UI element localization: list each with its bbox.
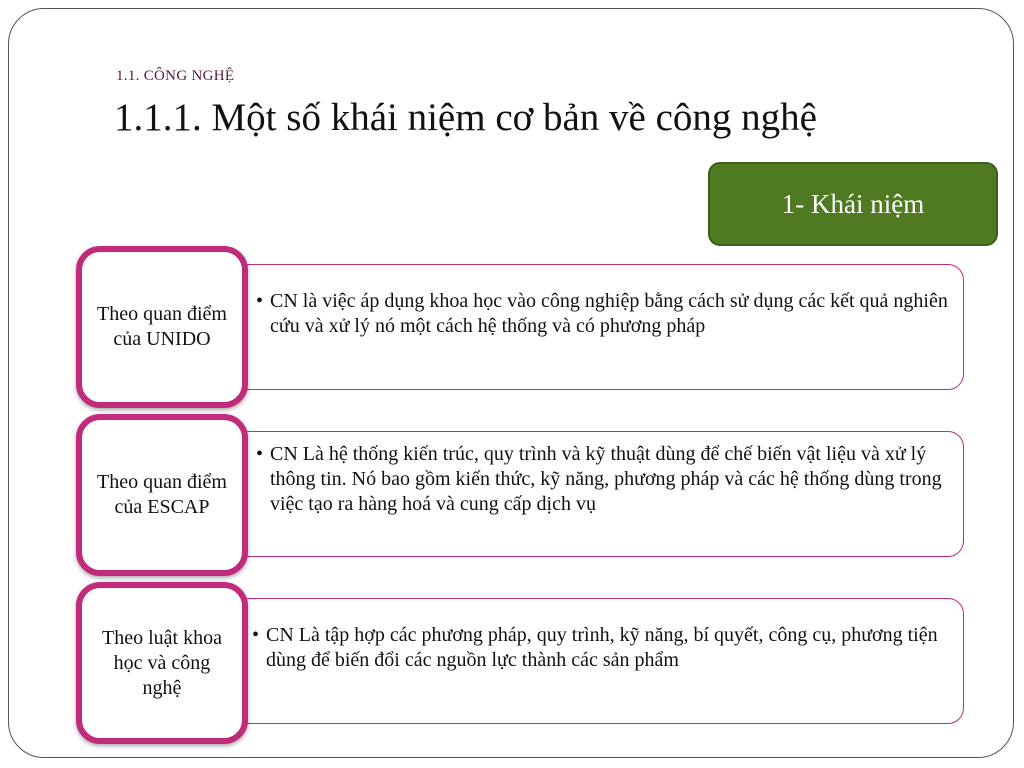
source-label: Theo quan điểm của ESCAP bbox=[97, 471, 227, 518]
bullet-icon: • bbox=[256, 443, 264, 465]
concept-badge-label: 1- Khái niệm bbox=[781, 188, 925, 219]
bullet-icon: • bbox=[252, 624, 260, 646]
source-label: Theo quan điểm của UNIDO bbox=[97, 303, 227, 350]
concept-badge bbox=[708, 162, 998, 246]
definition-text-escap bbox=[256, 442, 956, 517]
definition-text-law bbox=[252, 623, 952, 673]
source-box-unido bbox=[76, 246, 248, 408]
definition-text-unido bbox=[256, 289, 956, 339]
definition-text: CN Là hệ thống kiến trúc, quy trình và kỹ thuật dùng để chế biến vật liệu và xử lý thông tin. Nó bao gồm kiến thức, kỹ năng, phương pháp và các hệ thống dùng trong việc tạo ra hàng hoá và cung cấp dịch vụ bbox=[270, 443, 942, 515]
source-label: Theo luật khoa học và công nghệ bbox=[102, 626, 222, 699]
section-subtitle: 1.1. CÔNG NGHỆ bbox=[116, 68, 235, 84]
bullet-icon: • bbox=[256, 290, 264, 312]
definition-text: CN Là tập hợp các phương pháp, quy trình, kỹ năng, bí quyết, công cụ, phương tiện dùng để biến đổi các nguồn lực thành các sản phẩm bbox=[266, 624, 938, 671]
page-title: 1.1.1. Một số khái niệm cơ bản về công nghệ bbox=[114, 96, 817, 139]
source-box-escap bbox=[76, 414, 248, 576]
definition-text: CN là việc áp dụng khoa học vào công nghiệp bằng cách sử dụng các kết quả nghiên cứu và xử lý nó một cách hệ thống và có phương pháp bbox=[270, 290, 948, 337]
source-box-law bbox=[76, 582, 248, 744]
